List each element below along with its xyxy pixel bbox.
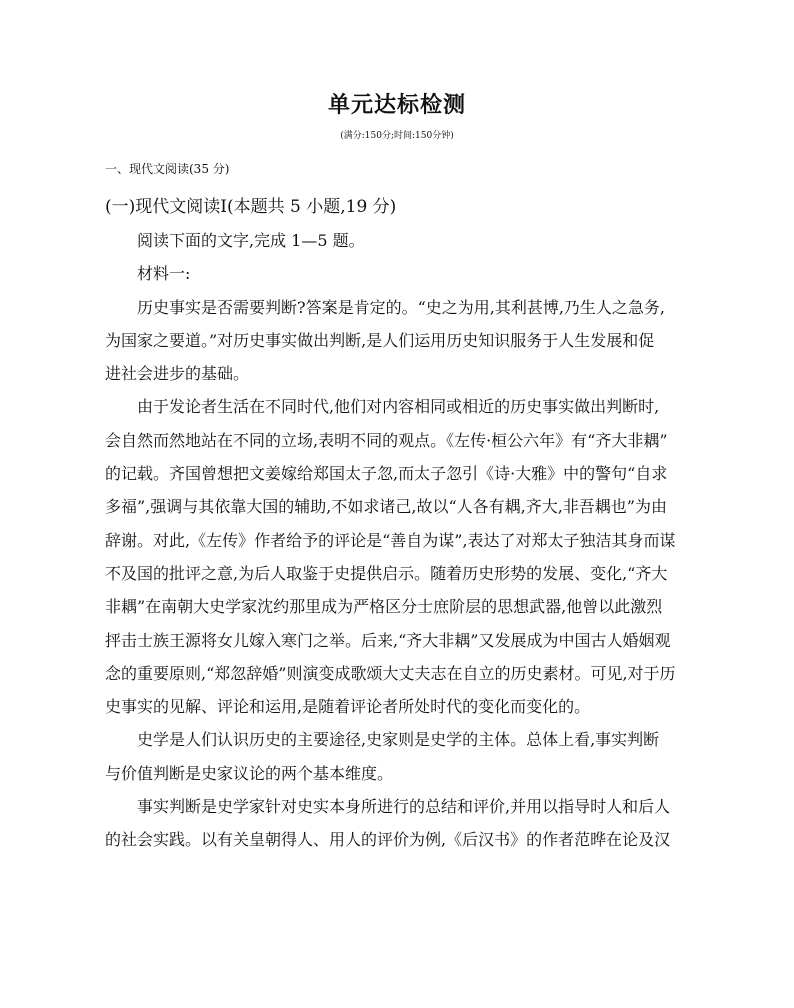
text-line: 由于发论者生活在不同时代,他们对内容相同或相近的历史事实做出判断时,: [137, 397, 660, 417]
text-line: 不及国的批评之意,为后人取鉴于史提供启示。随着历史形势的发展、变化,“齐大: [105, 563, 668, 583]
exam-info: (满分:150分;时间:150分钟): [340, 131, 454, 141]
text-line: 的社会实践。以有关皇朝得人、用人的评价为例,《后汉书》的作者范晔在论及汉: [105, 830, 671, 850]
text-line: 历史事实是否需要判断?答案是肯定的。“史之为用,其利甚博,乃生人之急务,: [137, 297, 666, 317]
reading-text: [105, 224, 685, 857]
text-line: 史事实的见解、评论和运用,是随着评论者所处时代的变化而变化的。: [105, 697, 591, 717]
text-line: 事实判断是史学家针对史实本身所进行的总结和评价,并用以指导时人和后人: [137, 797, 671, 817]
text-line: 材料一:: [137, 264, 191, 284]
text-line: 非耦”在南朝大史学家沈约那里成为严格区分士庶阶层的思想武器,他曾以此激烈: [105, 597, 663, 617]
text-line: 会自然而然地站在不同的立场,表明不同的观点。《左传·桓公六年》有“齐大非耦”: [105, 430, 668, 450]
text-line: 进社会进步的基础。: [105, 364, 250, 384]
text-line: 为国家之要道。”对历史事实做出判断,是人们运用历史知识服务于人生发展和促: [105, 330, 655, 350]
subsection-heading: (一)现代文阅读Ⅰ(本题共 5 小题,19 分): [105, 197, 397, 217]
text-line: 念的重要原则,“郑忽辞婚”则演变成歌颂大丈夫志在自立的历史素材。可见,对于历: [105, 663, 676, 683]
text-line: 阅读下面的文字,完成 1—5 题。: [137, 231, 365, 250]
text-line: 抨击士族王源将女儿嫁入寒门之举。后来,“齐大非耦”又发展成为中国古人婚姻观: [105, 630, 671, 650]
text-line: 与价值判断是史家议论的两个基本维度。: [105, 763, 394, 783]
text-line: 的记载。齐国曾想把文姜嫁给郑国太子忽,而太子忽引《诗·大雅》中的警句“自求: [105, 464, 668, 484]
page-title: 单元达标检测: [327, 93, 466, 118]
section-heading: 一、现代文阅读(35 分): [105, 162, 230, 176]
text-line: 史学是人们认识历史的主要途径,史家则是史学的主体。总体上看,事实判断: [137, 730, 660, 750]
text-line: 多福”,强调与其依靠大国的辅助,不如求诸己,故以“人各有耦,齐大,非吾耦也”为由: [105, 497, 667, 517]
text-line: 辞谢。对此,《左传》作者给予的评论是“善自为谋”,表达了对郑太子独洁其身而谋: [105, 530, 676, 550]
